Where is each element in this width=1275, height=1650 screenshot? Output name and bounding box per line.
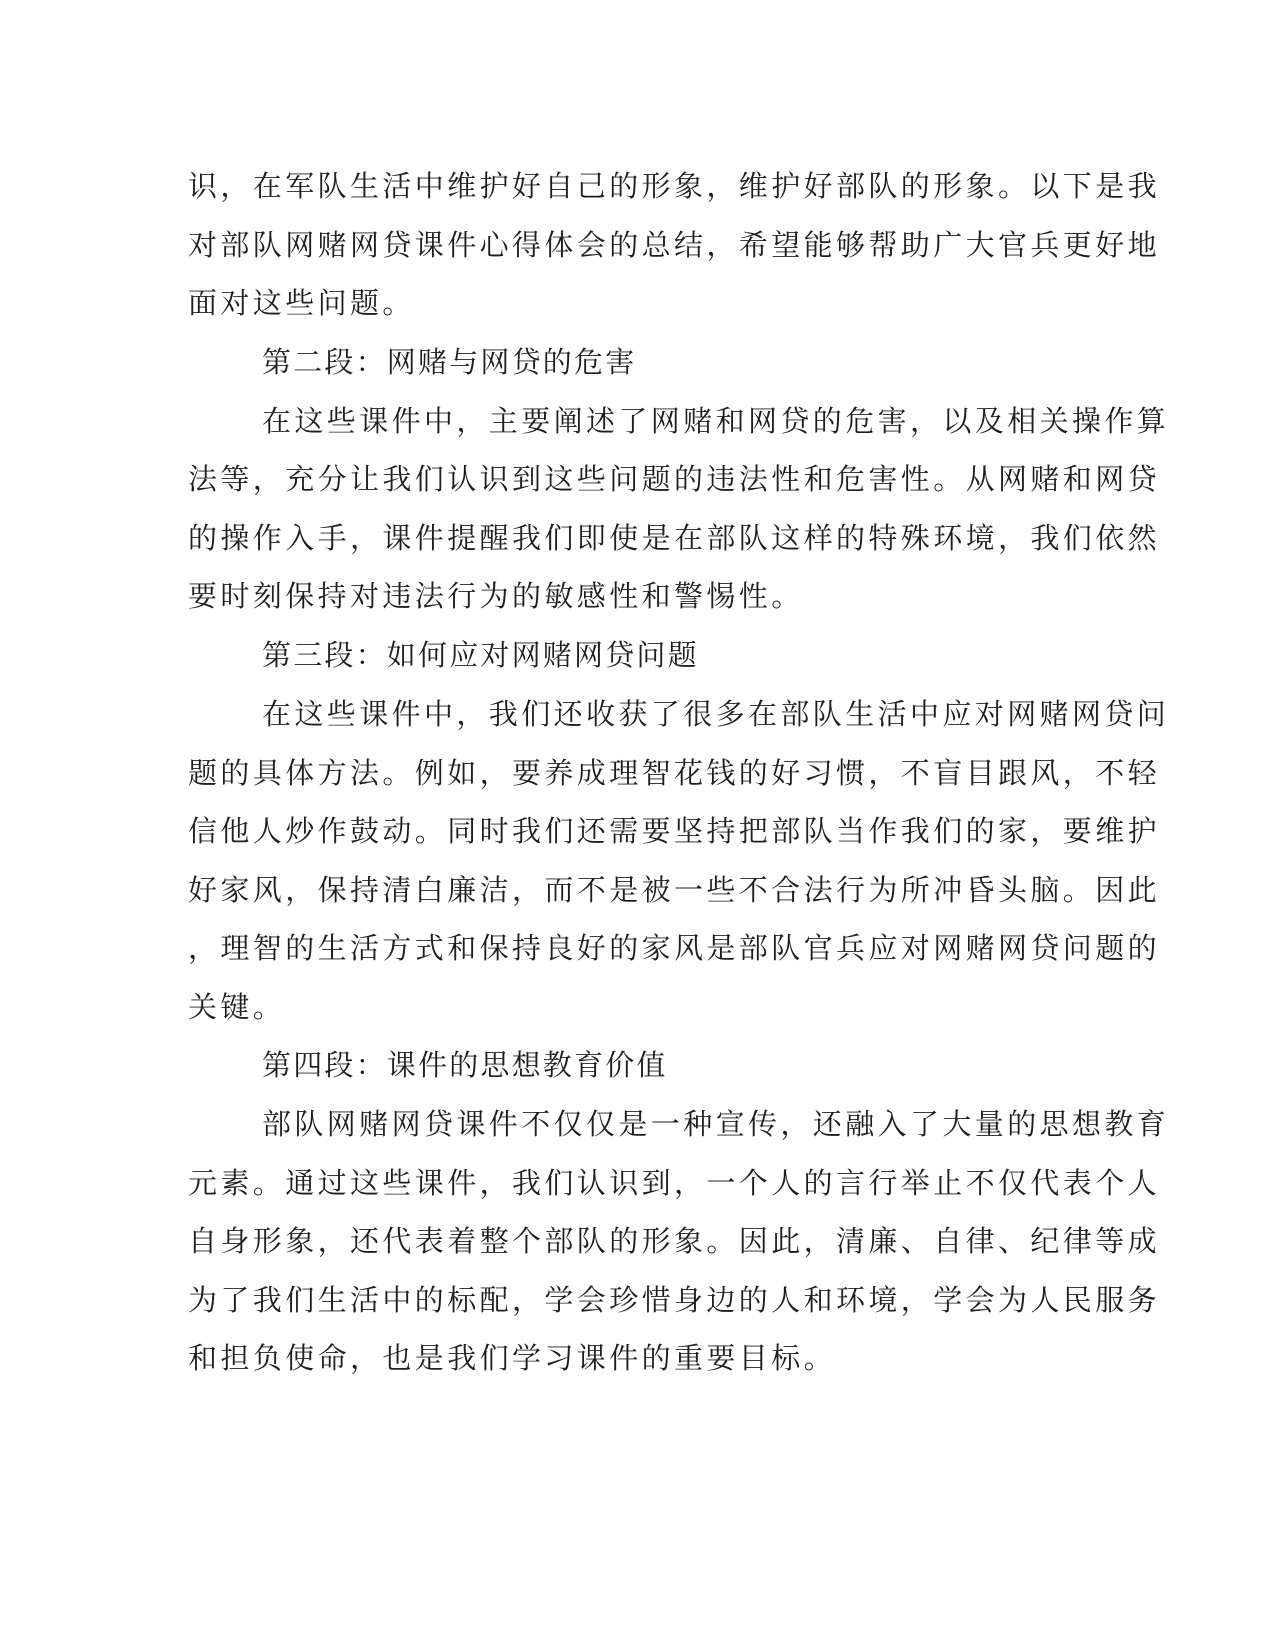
intro-line-3: 面对这些问题。	[188, 286, 415, 320]
intro-line-1: 识，在军队生活中维护好自己的形象，维护好部队的形象。以下是我	[188, 169, 1161, 203]
section3-line-4: 好家风，保持清白廉洁，而不是被一些不合法行为所冲昏头脑。因此	[188, 873, 1161, 907]
section4-line-2: 元素。通过这些课件，我们认识到，一个人的言行举止不仅代表个人	[188, 1166, 1161, 1200]
section2-line-4: 要时刻保持对违法行为的敏感性和警惕性。	[188, 579, 804, 613]
section3-line-6: 关键。	[188, 990, 286, 1024]
section3-line-3: 信他人炒作鼓动。同时我们还需要坚持把部队当作我们的家，要维护	[188, 814, 1161, 848]
section3-heading: 第三段：如何应对网赌网贷问题	[262, 638, 699, 672]
section3-line-5: ，理智的生活方式和保持良好的家风是部队官兵应对网赌网贷问题的	[188, 931, 1161, 965]
section3-line-1: 在这些课件中，我们还收获了很多在部队生活中应对网赌网贷问	[262, 697, 1170, 731]
section2-heading: 第二段：网赌与网贷的危害	[262, 345, 637, 379]
section4-line-5: 和担负使命，也是我们学习课件的重要目标。	[188, 1341, 837, 1375]
section4-line-1: 部队网赌网贷课件不仅仅是一种宣传，还融入了大量的思想教育	[262, 1107, 1170, 1141]
section2-line-3: 的操作入手，课件提醒我们即使是在部队这样的特殊环境，我们依然	[188, 521, 1161, 555]
section4-line-3: 自身形象，还代表着整个部队的形象。因此，清廉、自律、纪律等成	[188, 1224, 1161, 1258]
section3-line-2: 题的具体方法。例如，要养成理智花钱的好习惯，不盲目跟风，不轻	[188, 756, 1161, 790]
intro-line-2: 对部队网赌网贷课件心得体会的总结，希望能够帮助广大官兵更好地	[188, 228, 1161, 262]
section4-heading: 第四段：课件的思想教育价值	[262, 1048, 668, 1082]
section2-line-1: 在这些课件中，主要阐述了网赌和网贷的危害，以及相关操作算	[262, 404, 1170, 438]
section2-line-2: 法等，充分让我们认识到这些问题的违法性和危害性。从网赌和网贷	[188, 462, 1161, 496]
section4-line-4: 为了我们生活中的标配，学会珍惜身边的人和环境，学会为人民服务	[188, 1283, 1161, 1317]
